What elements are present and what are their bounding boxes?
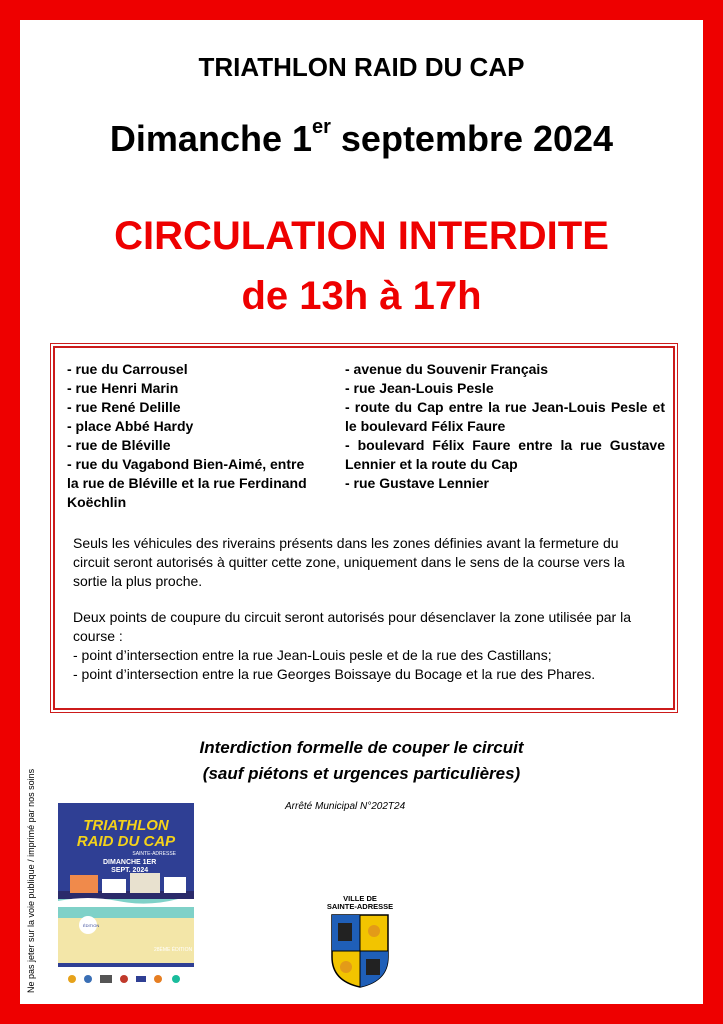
closure-hours: de 13h à 17h — [241, 274, 482, 318]
cut-points-paragraph — [73, 608, 658, 684]
cut-point-item: - point d’intersection entre la rue Jean-Louis pesle et de la rue des Castillans; — [73, 647, 552, 663]
streets-list-right — [345, 360, 665, 493]
street-item: - rue de Bléville — [67, 437, 171, 453]
event-title: TRIATHLON RAID DU CAP — [198, 52, 525, 82]
street-item: - route du Cap entre la rue Jean-Louis Pesle et le boulevard Félix Faure — [345, 399, 665, 434]
street-item: - boulevard Félix Faure entre la rue Gustave Lennier et la route du Cap — [345, 437, 665, 472]
cut-point-item: - point d’intersection entre la rue Georges Boissaye du Bocage et la rue des Phares. — [73, 666, 596, 682]
street-item: - rue Gustave Lennier — [345, 475, 489, 491]
poster-subtitle: SAINTE-ADRESSE — [132, 851, 176, 857]
cut-points-intro: Deux points de coupure du circuit seront autorisés pour désenclaver la zone utilisée par la course : — [73, 609, 631, 644]
poster-title-line1: TRIATHLON — [83, 817, 169, 834]
city-logo — [318, 895, 402, 994]
city-logo-line1: VILLE DE — [343, 894, 377, 903]
event-date-ordinal: er — [312, 116, 331, 138]
event-date — [20, 118, 703, 160]
streets-list-left — [67, 360, 315, 512]
city-logo-line2: SAINTE-ADRESSE — [326, 902, 394, 911]
street-item: - rue du Vagabond Bien-Aimé, entre la rue de Bléville et la rue Ferdinand Koëchlin — [67, 456, 307, 510]
poster-badge-text: ÉDITION — [83, 923, 100, 928]
closure-title: CIRCULATION INTERDITE — [114, 214, 609, 258]
street-item: - rue Jean-Louis Pesle — [345, 380, 494, 396]
warning-line-2: (sauf piétons et urgences particulières) — [202, 764, 521, 783]
poster-date-line2: SEPT. 2024 — [111, 867, 149, 874]
poster-sponsors-strip — [58, 967, 194, 991]
residents-exit-paragraph: Seuls les véhicules des riverains présents dans les zones définies avant la fermeture du circuit seront autorisés à quitter cette zone, uniquement dans le sens de la course vers la sortie la plus proche. — [73, 535, 625, 589]
poster-date — [103, 859, 156, 875]
street-item: - place Abbé Hardy — [67, 418, 194, 434]
warning-line-1: Interdiction formelle de couper le circuit — [199, 738, 524, 757]
street-item: - avenue du Souvenir Français — [345, 361, 549, 377]
municipal-decree: Arrêté Municipal N°202T24 — [285, 801, 406, 812]
poster-title-line2: RAID DU CAP — [76, 833, 176, 850]
event-date-rest: septembre 2024 — [330, 118, 614, 159]
event-date-day: Dimanche 1 — [109, 118, 312, 159]
coat-of-arms-icon — [318, 911, 402, 989]
poster-edition: 28ÈME ÉDITION — [154, 947, 193, 953]
street-item: - rue du Carrousel — [67, 361, 188, 377]
street-item: - rue Henri Marin — [67, 380, 179, 396]
poster-date-line1: DIMANCHE 1ER — [103, 859, 157, 866]
sponsor-logos — [58, 967, 194, 991]
disposal-note: Ne pas jeter sur la voie publique / imprimé par nos soins — [26, 768, 36, 993]
street-item: - rue René Delille — [67, 399, 181, 415]
event-poster — [58, 803, 194, 991]
closure-details-box — [53, 346, 675, 710]
